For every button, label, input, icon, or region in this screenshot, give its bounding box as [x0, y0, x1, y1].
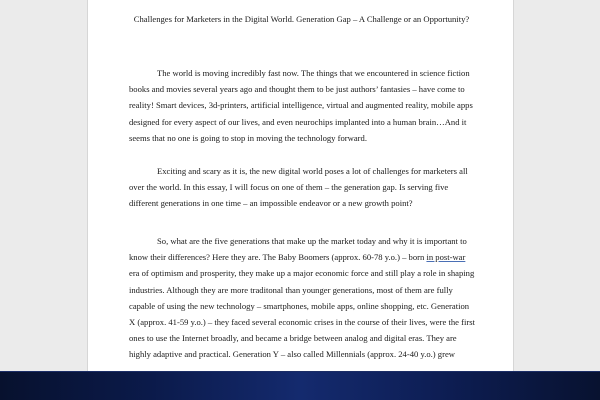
- taskbar[interactable]: [0, 372, 600, 400]
- document-page: [87, 0, 514, 400]
- paragraph-1: [129, 65, 477, 146]
- paragraph-3-text-end: era of optimism and prosperity, they make up a major economic force and still play a role in shaping industries. Although they are more traditonal than younger generations, most of them are fully capable of using the new technology – smartphones, mobile apps, online shopping, etc. Generation X (approx. 41-59 y.o.) – they faced several economic crises in the course of their lives, were the first ones to use the Internet broadly, and became a bridge between analog and digital eras. They are highly adaptive and practical. Generation Y – also called Millennials (approx. 24-40 y.o.) grew: [129, 268, 475, 360]
- paragraph-3: [129, 233, 477, 363]
- paragraph-3-text-start: So, what are the five generations that make up the market today and why it is important to know their differences? Here they are. The Baby Boomers (approx. 60-78 y.o.) – born: [129, 236, 467, 263]
- paragraph-1-text: The world is moving incredibly fast now. The things that we encountered in science fiction books and movies several years ago and thought them to be just authors’ fantasies – have come to reality! Smart devices, 3d-printers, artificial intelligence, virtual and augmented reality, mobile apps designed for every aspect of our lives, and even neurochips implanted into a human brain…And it seems that no one is going to stop in moving the technology forward.: [129, 68, 473, 143]
- paragraph-2: [129, 163, 477, 212]
- underlined-phrase: in post-war: [426, 252, 466, 263]
- paragraph-2-text: Exciting and scary as it is, the new digital world poses a lot of challenges for marketers all over the world. In this essay, I will focus on one of them – the generation gap. Is serving five different generations in one time – an impossible endeavor or a new growth point?: [129, 166, 468, 209]
- document-title: Challenges for Marketers in the Digital World. Generation Gap – A Challenge or an Opportunity?: [133, 14, 470, 24]
